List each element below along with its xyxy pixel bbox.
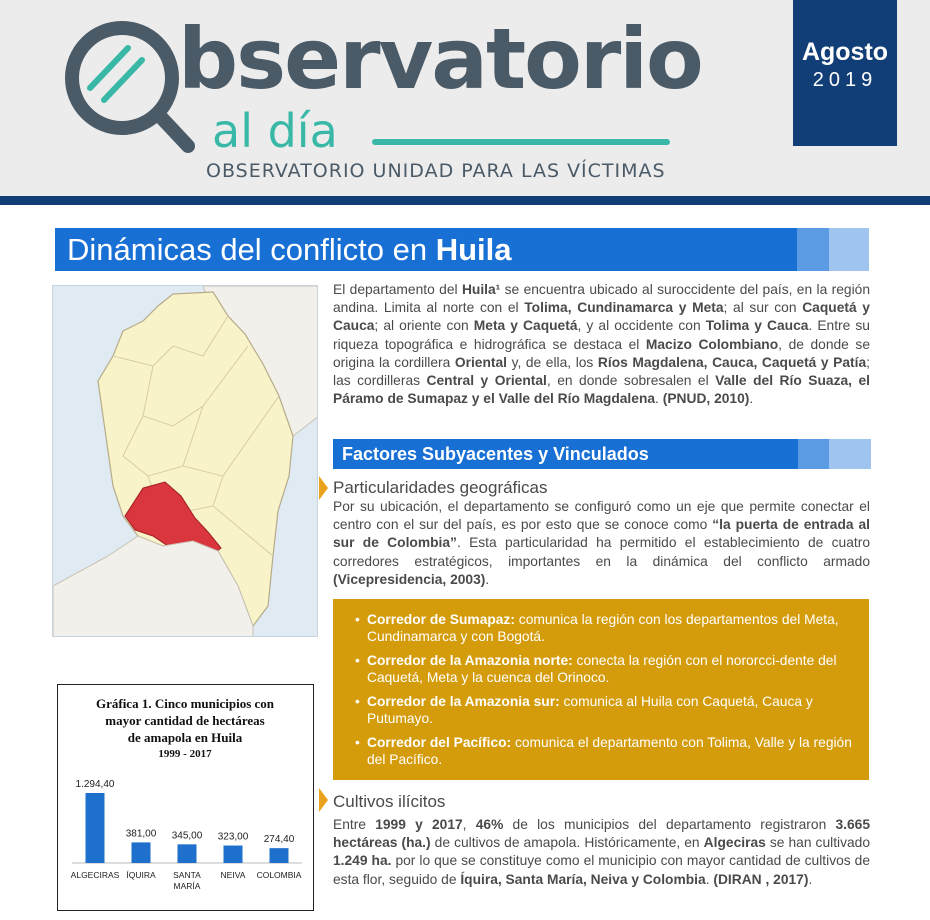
chart-data-label: 274,40 [263, 834, 295, 846]
crops-paragraph [333, 816, 870, 889]
issue-year: 2019 [812, 69, 878, 91]
logo-tagline: OBSERVATORIO UNIDAD PARA LAS VÍCTIMAS [206, 160, 666, 182]
huila-location-map [52, 285, 318, 637]
chart-data-label: 1.294,40 [75, 779, 115, 790]
text-run: por lo que se constituye como el municipio con mayor cantidad de cultivos de esta flor, seguido de [333, 853, 871, 887]
section-title: Factores Subyacentes y Vinculados [333, 439, 798, 469]
crops-heading: Cultivos ilícitos [333, 792, 446, 811]
chart-plot [58, 685, 312, 909]
chart-category-label: ÍQUIRA [126, 870, 156, 880]
text-run: se han cultivado [765, 835, 871, 851]
bold-text: Caquetá y Cauca [333, 300, 870, 334]
arrow-bullet-icon [319, 788, 328, 812]
text-run: , de donde se origina la cordillera [333, 336, 870, 370]
text-run: y, de ella, los [507, 354, 598, 370]
bold-text: Meta y Caquetá [473, 318, 578, 334]
text-run: . [808, 871, 813, 887]
corridor-item [355, 693, 855, 727]
logo-underline [372, 139, 670, 145]
text-run: ; al sur con [723, 300, 803, 316]
bold-text: Huila¹ [461, 282, 501, 297]
text-run: . [749, 391, 754, 407]
geo-heading: Particularidades geográficas [333, 478, 548, 497]
text-run: de los municipios del departamento registraron [503, 817, 836, 832]
chart-category-label: ALGECIRAS [70, 870, 120, 880]
logo-wordmark: bservatorio [178, 10, 702, 108]
chart-category-label: SANTA [173, 870, 201, 880]
chart-data-label: 323,00 [217, 831, 249, 843]
text-run: Entre [333, 817, 376, 832]
text-run: ; las cordilleras [333, 354, 870, 389]
chart-bar [224, 846, 243, 863]
chart-bar [270, 848, 289, 863]
bold-text: Tolima y Cauca [705, 318, 809, 334]
chart-category-label: MARÍA [173, 881, 201, 891]
chart-title-line: de amapola en Huila [127, 730, 243, 745]
corridor-name: Corredor de la Amazonia norte: [367, 653, 573, 668]
corridor-description: comunica al Huila con Caquetá, Cauca y Putumayo. [367, 694, 813, 726]
text-run: se encuentra ubicado al suroccidente del país, en la región andina. Limita al norte con el [333, 282, 870, 316]
chart-bar [178, 844, 197, 863]
section-accent [829, 439, 871, 469]
header-rule [0, 196, 930, 205]
chart-bar [86, 793, 105, 863]
corridor-item [355, 734, 855, 768]
text-run: . Entre su riqueza topográfica e hidrográfica se destaca el [333, 318, 870, 352]
section-accent [798, 439, 829, 469]
bold-text: Ríos Magdalena, Cauca, Caquetá y Patía [597, 354, 867, 370]
bold-text: Algeciras [703, 835, 766, 851]
bold-text: Macizo Colombiano [645, 336, 779, 352]
text-run: . [705, 871, 714, 887]
amapola-chart [57, 684, 314, 911]
text-run: . Esta particularidad ha permitido el establecimiento de cuatro corredores estratégicos, importantes en la dinámica del conflicto armado [333, 535, 870, 569]
text-run: de cultivos de amapola. Históricamente, en [430, 835, 704, 851]
bold-text: (DIRAN , 2017) [713, 871, 809, 887]
text-run: El departamento del [333, 282, 462, 297]
page-title-bold: Huila [435, 232, 512, 267]
bold-text: Íquira, Santa María, Neiva y Colombia [460, 871, 706, 887]
corridor-name: Corredor del Pacífico: [367, 735, 512, 750]
chart-data-label: 381,00 [125, 828, 157, 840]
page-title [55, 228, 797, 271]
chart-bar [132, 842, 151, 863]
issue-month: Agosto [801, 38, 889, 66]
text-run: . [655, 391, 663, 407]
text-run: , en donde sobresalen el [546, 373, 716, 389]
logo-subtitle: al día [212, 104, 338, 158]
bold-text: 3.665 hectáreas (ha.) [333, 817, 870, 851]
chart-data-label: 345,00 [171, 830, 203, 842]
issue-date-box [793, 0, 897, 146]
corridor-description: conecta la región con el nororcci-dente del Caquetá, Meta y la cuenca del Orinoco. [367, 653, 837, 685]
bold-text: Valle del Río Suaza, el Páramo de Sumapaz y el Valle del Río Magdalena [333, 373, 870, 407]
bold-text: (Vicepresidencia, 2003) [333, 571, 486, 587]
bold-text: 1999 y 2017 [375, 817, 463, 832]
corridor-name: Corredor de Sumapaz: [367, 612, 515, 627]
title-accent [797, 228, 829, 271]
intro-paragraph [333, 281, 870, 408]
text-run: . [485, 571, 490, 587]
bold-text: (PNUD, 2010) [662, 391, 750, 407]
corridor-name: Corredor de la Amazonia sur: [367, 694, 560, 709]
corridor-list [355, 611, 855, 768]
bold-text: Central y Oriental [426, 373, 547, 389]
corridor-description: comunica el departamento con Tolima, Valle y la región del Pacífico. [367, 735, 852, 767]
bold-text: “la puerta de entrada al sur de Colombia” [333, 517, 870, 551]
arrow-bullet-icon [319, 476, 328, 500]
bold-text: Tolima, Cundinamarca y Meta [524, 300, 724, 316]
corridors-box [333, 599, 869, 780]
chart-title-line: mayor cantidad de hectáreas [105, 713, 265, 728]
bold-text: 46% [475, 817, 504, 832]
chart-subtitle: 1999 - 2017 [158, 748, 212, 760]
corridor-item [355, 611, 855, 645]
bold-text: 1.249 ha. [333, 853, 392, 869]
page-title-prefix: Dinámicas del conflicto en [67, 232, 436, 267]
text-run: ; al oriente con [374, 318, 474, 334]
title-accent [829, 228, 869, 271]
bold-text: Oriental [454, 354, 508, 370]
chart-category-label: NEIVA [220, 870, 246, 880]
corridor-description: comunica la región con los departamentos del Meta, Cundinamarca y con Bogotá. [367, 612, 839, 644]
colombia-map-icon [53, 286, 318, 637]
corridor-item [355, 652, 855, 686]
text-run: , y al occidente con [577, 318, 706, 334]
text-run: , [462, 817, 476, 832]
chart-category-label: COLOMBIA [256, 870, 302, 880]
text-run: Por su ubicación, el departamento se configuró como un eje que permite conectar el centro con el sur del país, es por esto que se conoce como [333, 499, 870, 533]
chart-title-line: Gráfica 1. Cinco municipios con [95, 696, 275, 711]
geo-paragraph [333, 498, 870, 589]
